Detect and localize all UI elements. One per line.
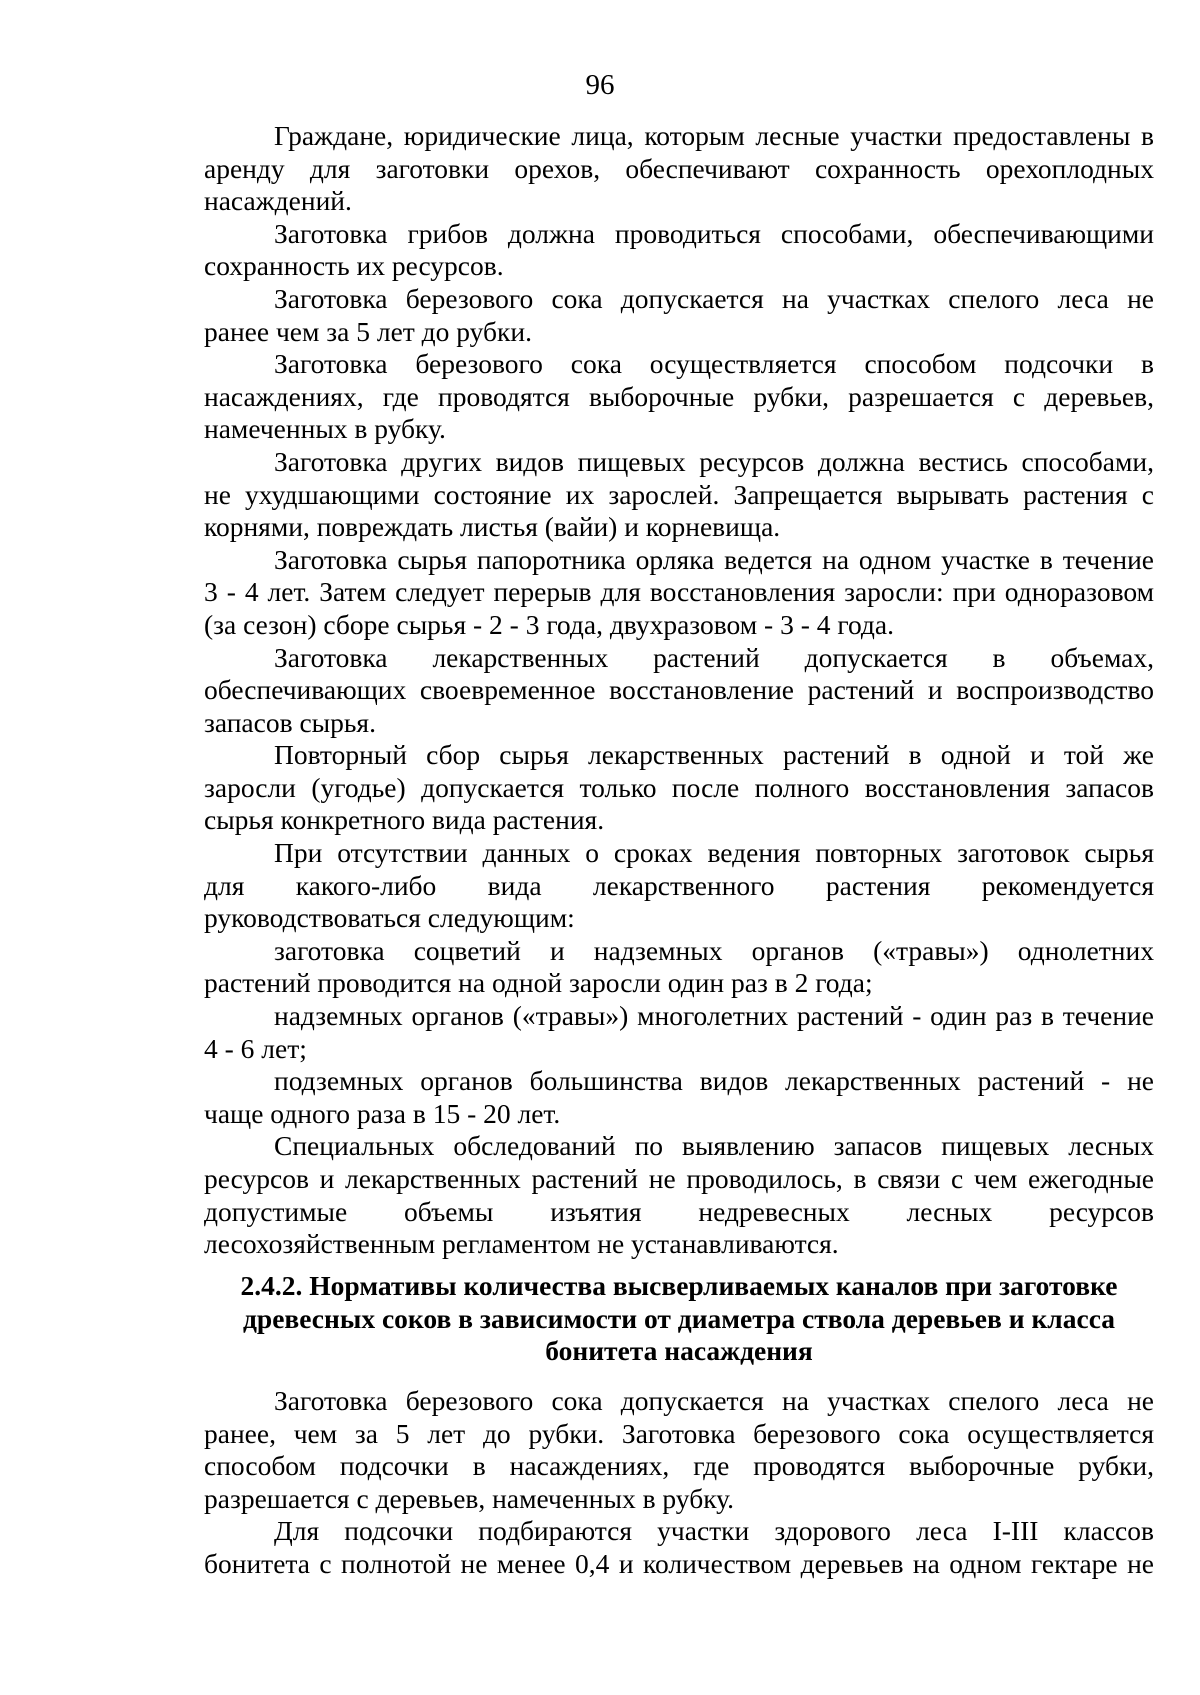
text-line: 4 - 6 лет; xyxy=(204,1032,307,1064)
text-line: обеспечивающих своевременное восстановление растений и воспроизводство xyxy=(204,674,1154,706)
text-line: Заготовка березового сока допускается на участках спелого леса не xyxy=(274,282,1154,314)
text-line: Заготовка сырья папоротника орляка ведется на одном участке в течение xyxy=(274,543,1154,575)
section-heading xyxy=(204,1270,1154,1368)
text-line: растений проводится на одной заросли один раз в 2 года; xyxy=(204,967,873,999)
text-line: бонитета с полнотой не менее 0,4 и количеством деревьев на одном гектаре не xyxy=(204,1547,1154,1579)
text-line: запасов сырья. xyxy=(204,706,376,738)
text-line: корнями, повреждать листья (вайи) и корневища. xyxy=(204,511,781,543)
text-line: 3 - 4 лет. Затем следует перерыв для восстановления заросли: при одноразовом xyxy=(204,576,1154,608)
heading-line: древесных соков в зависимости от диаметра ствола деревьев и класса xyxy=(243,1302,1115,1334)
heading-line: 2.4.2. Нормативы количества высверливаемых каналов при заготовке xyxy=(240,1270,1118,1301)
text-line: Специальных обследований по выявлению запасов пищевых лесных xyxy=(274,1130,1154,1162)
text-line: При отсутствии данных о сроках ведения повторных заготовок сырья xyxy=(274,837,1154,869)
text-line: заросли (угодье) допускается только после полного восстановления запасов xyxy=(204,771,1154,803)
text-line: намеченных в рубку. xyxy=(204,413,446,445)
text-line: сохранность их ресурсов. xyxy=(204,250,504,282)
text-line: Заготовка грибов должна проводиться способами, обеспечивающими xyxy=(274,217,1154,249)
text-line: ресурсов и лекарственных растений не проводилось, в связи с чем ежегодные xyxy=(204,1163,1154,1194)
text-line: Заготовка березового сока допускается на участках спелого леса не xyxy=(274,1385,1154,1416)
text-line: способом подсочки в насаждениях, где проводятся выборочные рубки, xyxy=(204,1450,1154,1482)
text-line: допустимые объемы изъятия недревесных лесных ресурсов xyxy=(204,1195,1154,1227)
text-line: аренду для заготовки орехов, обеспечивают сохранность орехоплодных xyxy=(204,152,1154,184)
text-line: для какого-либо вида лекарственного растения рекомендуется xyxy=(204,869,1154,901)
text-line: сырья конкретного вида растения. xyxy=(204,804,605,836)
section-body-text xyxy=(204,1385,1154,1581)
text-line: лесохозяйственным регламентом не устанавливаются. xyxy=(204,1228,839,1260)
text-line: насаждений. xyxy=(204,185,352,217)
text-line: Для подсочки подбираются участки здорового леса I-III классов xyxy=(274,1515,1154,1547)
text-line: Заготовка березового сока осуществляется способом подсочки в xyxy=(274,348,1154,380)
text-line: не ухудшающими состояние их зарослей. Запрещается вырывать растения с xyxy=(204,478,1154,510)
text-line: разрешается с деревьев, намеченных в рубку. xyxy=(204,1482,735,1514)
text-line: заготовка соцветий и надземных органов («травы») однолетних xyxy=(274,934,1154,966)
text-line: ранее чем за 5 лет до рубки. xyxy=(204,315,532,347)
text-line: насаждениях, где проводятся выборочные рубки, разрешается с деревьев, xyxy=(204,380,1154,412)
text-line: Заготовка других видов пищевых ресурсов должна вестись способами, xyxy=(274,445,1154,477)
body-text xyxy=(204,120,1154,1261)
page-number: 96 xyxy=(585,69,615,101)
text-line: ранее, чем за 5 лет до рубки. Заготовка березового сока осуществляется xyxy=(204,1417,1154,1449)
text-line: Повторный сбор сырья лекарственных растений в одной и той же xyxy=(274,739,1154,771)
text-line: (за сезон) сборе сырья - 2 - 3 года, двухразовом - 3 - 4 года. xyxy=(204,608,894,640)
text-line: Граждане, юридические лица, которым лесные участки предоставлены в xyxy=(274,120,1154,151)
text-line: подземных органов большинства видов лекарственных растений - не xyxy=(274,1065,1154,1097)
heading-line: бонитета насаждения xyxy=(545,1335,813,1367)
text-line: надземных органов («травы») многолетних растений - один раз в течение xyxy=(274,1000,1154,1032)
text-line: Заготовка лекарственных растений допускается в объемах, xyxy=(274,641,1154,673)
text-line: руководствоваться следующим: xyxy=(204,902,575,934)
text-line: чаще одного раза в 15 - 20 лет. xyxy=(204,1097,561,1129)
